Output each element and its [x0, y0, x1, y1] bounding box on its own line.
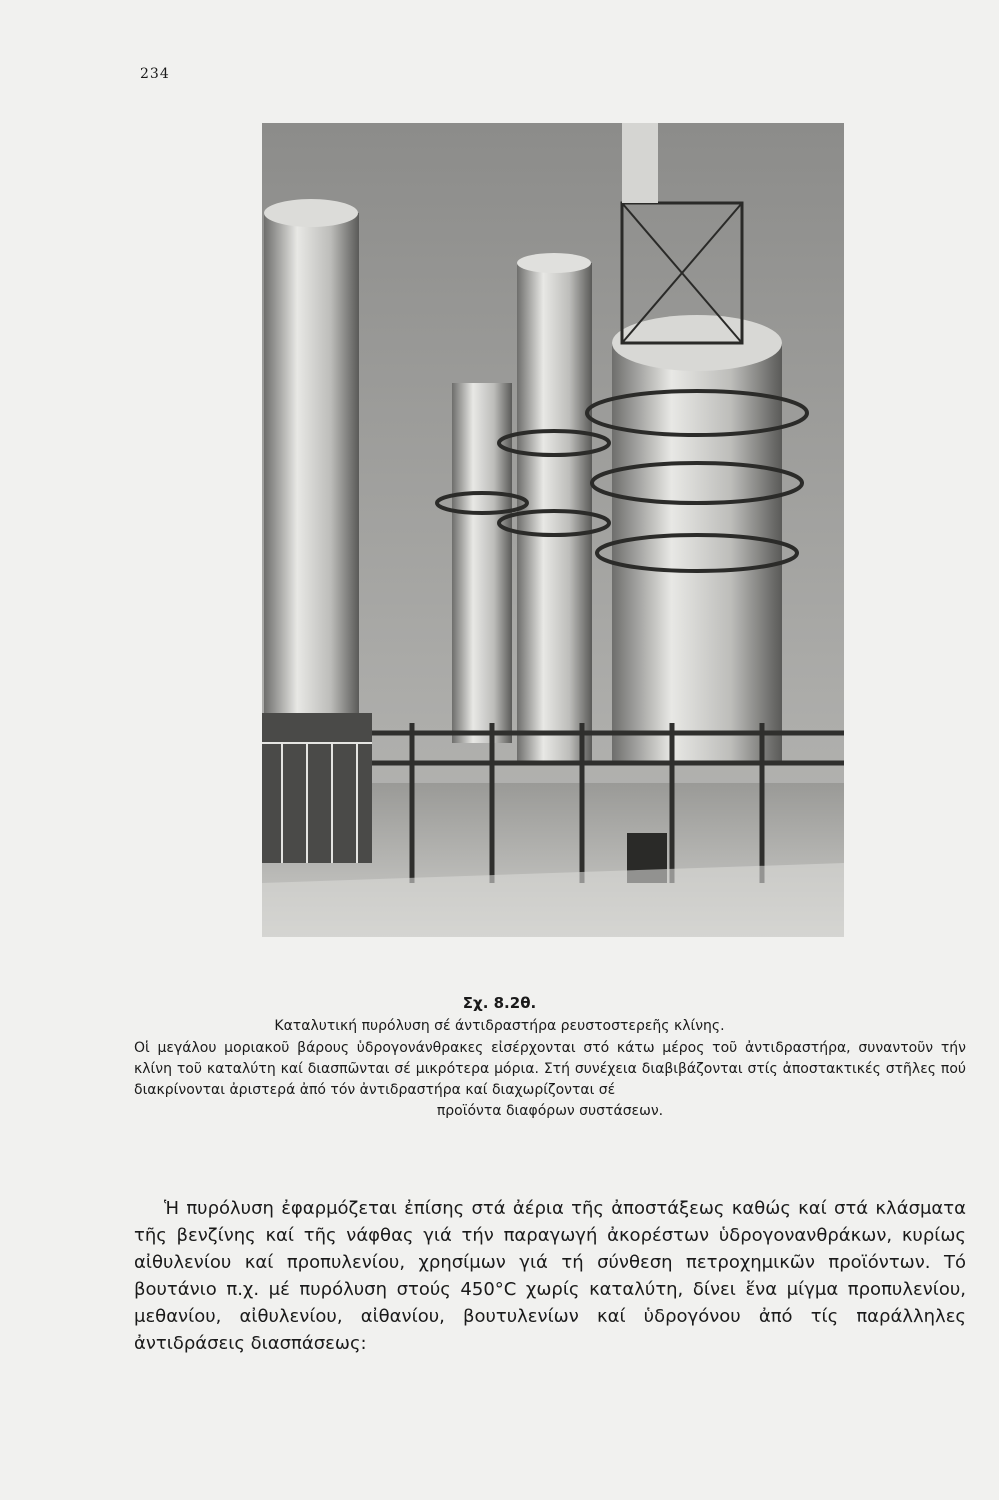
figure-title: Καταλυτική πυρόλυση σέ άντιδραστήρα ρευστοστερεῆς κλίνης. — [274, 1018, 725, 1034]
figure-caption-text: Οἱ μεγάλου μοριακοῦ βάρους ὑδρογονάνθρακες εἰσέρχονται στό κάτω μέρος τοῦ ἀντιδραστήρα, συναντοῦν τήν κλίνη τοῦ καταλύτη καί διασπῶνται σέ μικρότερα μόρια. Στή συνέχεια διαβιβάζονται στίς ἀποστακτικές στῆλες πού διακρίνονται ἀριστερά ἀπό τόν ἀντιδραστήρα καί διαχωρίζονται σέ — [134, 1040, 966, 1098]
page-number: 234 — [140, 66, 170, 82]
body-paragraph-text: Ἡ πυρόλυση ἐφαρμόζεται ἐπίσης στά ἀέρια τῆς ἀποστάξεως καθώς καί στά κλάσματα τῆς βενζίνης καί τῆς νάφθας γιά τήν παραγωγή ἀκορέστων ὑδρογονανθράκων, κυρίως αἰθυλενίου καί προπυλενίου, χρησίμων γιά τή σύνθεση πετροχημικῶν προϊόντων. Τό βουτάνιο π.χ. μέ πυρόλυση στούς 450°C χωρίς καταλύτη, δίνει ἕνα μίγμα προπυλενίου, μεθανίου, αἰθυλενίου, αἰθανίου, βουτυλενίων καί ὑδρογόνου ἀπό τίς παράλληλες ἀντιδράσεις διασπάσεως: — [134, 1198, 966, 1354]
figure-caption-last-line: προϊόντα διαφόρων συστάσεων. — [436, 1103, 664, 1119]
refinery-photo — [262, 123, 844, 937]
body-paragraph — [134, 1195, 966, 1357]
figure-label: Σχ. 8.2θ. — [462, 994, 537, 1012]
figure-caption — [134, 1038, 966, 1122]
